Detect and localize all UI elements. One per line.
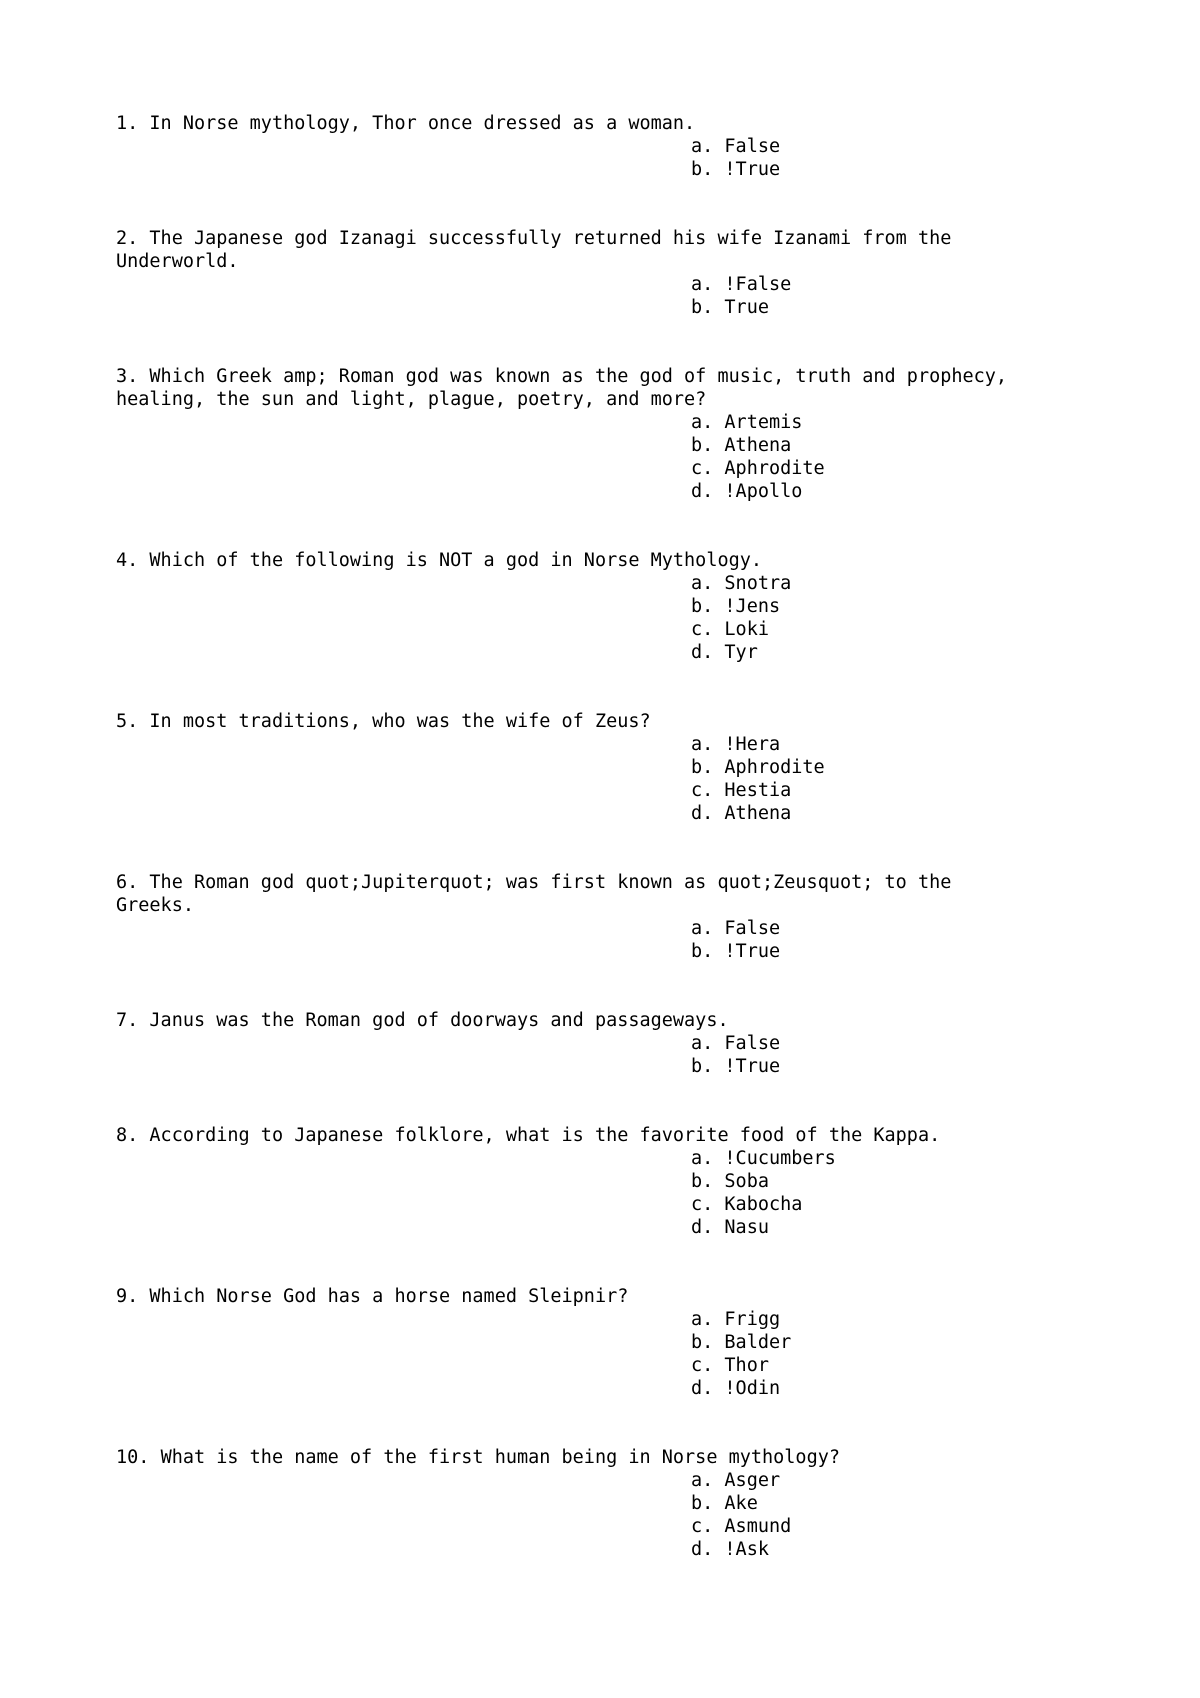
answer-options <box>691 917 1116 963</box>
question-block <box>116 1446 1116 1561</box>
answer-option <box>691 135 1116 158</box>
option-label: !Hera <box>724 734 781 755</box>
question-block <box>116 1009 1116 1078</box>
option-label: Soba <box>724 1171 769 1192</box>
answer-option <box>691 1032 1116 1055</box>
option-label: Asger <box>724 1470 781 1491</box>
question-number: 7. <box>116 1010 139 1031</box>
question-number: 8. <box>116 1125 139 1146</box>
option-label: Asmund <box>724 1516 792 1537</box>
option-label: Aphrodite <box>724 458 825 479</box>
question-text <box>116 549 1116 572</box>
option-letter: b. <box>691 1056 714 1077</box>
question-block <box>116 365 1116 503</box>
answer-option <box>691 411 1116 434</box>
answer-option <box>691 296 1116 319</box>
option-letter: a. <box>691 136 714 157</box>
answer-option <box>691 1469 1116 1492</box>
answer-options <box>691 1032 1116 1078</box>
answer-option <box>691 1377 1116 1400</box>
answer-option <box>691 1354 1116 1377</box>
question-body: Janus was the Roman god of doorways and passageways. <box>149 1010 729 1031</box>
answer-option <box>691 1515 1116 1538</box>
option-letter: a. <box>691 1148 714 1169</box>
option-letter: b. <box>691 1493 714 1514</box>
option-letter: b. <box>691 435 714 456</box>
answer-options <box>691 572 1116 664</box>
option-label: Snotra <box>724 573 792 594</box>
option-letter: c. <box>691 1194 714 1215</box>
option-label: Aphrodite <box>724 757 825 778</box>
question-number: 4. <box>116 550 139 571</box>
answer-option <box>691 917 1116 940</box>
answer-option <box>691 572 1116 595</box>
answer-option <box>691 641 1116 664</box>
question-text <box>116 710 1116 733</box>
answer-options <box>691 273 1116 319</box>
question-body: The Roman god quot;Jupiterquot; was first known as quot;Zeusquot; to the Greeks. <box>116 872 952 916</box>
option-letter: a. <box>691 1033 714 1054</box>
option-label: Hestia <box>724 780 792 801</box>
question-number: 1. <box>116 113 139 134</box>
option-label: !Ask <box>724 1539 769 1560</box>
option-letter: d. <box>691 481 714 502</box>
answer-options <box>691 1147 1116 1239</box>
option-label: Balder <box>724 1332 792 1353</box>
answer-option <box>691 434 1116 457</box>
question-number: 10. <box>116 1447 150 1468</box>
option-letter: c. <box>691 458 714 479</box>
option-letter: a. <box>691 412 714 433</box>
option-letter: a. <box>691 1309 714 1330</box>
question-body: In most traditions, who was the wife of Zeus? <box>149 711 651 732</box>
question-text <box>116 365 1116 411</box>
option-letter: c. <box>691 619 714 640</box>
option-label: Athena <box>724 435 792 456</box>
question-body: Which Norse God has a horse named Sleipnir? <box>149 1286 629 1307</box>
answer-option <box>691 158 1116 181</box>
question-block <box>116 710 1116 825</box>
option-letter: b. <box>691 1332 714 1353</box>
option-label: Kabocha <box>724 1194 803 1215</box>
option-label: Athena <box>724 803 792 824</box>
question-block <box>116 871 1116 963</box>
option-letter: a. <box>691 918 714 939</box>
question-text <box>116 1124 1116 1147</box>
answer-option <box>691 1170 1116 1193</box>
question-block <box>116 1285 1116 1400</box>
answer-option <box>691 756 1116 779</box>
answer-option <box>691 733 1116 756</box>
option-label: !True <box>724 1056 781 1077</box>
option-letter: a. <box>691 274 714 295</box>
option-letter: a. <box>691 734 714 755</box>
question-body: Which Greek amp; Roman god was known as the god of music, truth and prophecy, healing, the sun and light, plague, poetry, and more? <box>116 366 1008 410</box>
question-block <box>116 112 1116 181</box>
answer-option <box>691 457 1116 480</box>
option-letter: d. <box>691 1217 714 1238</box>
option-label: Nasu <box>724 1217 769 1238</box>
question-body: The Japanese god Izanagi successfully returned his wife Izanami from the Underworld. <box>116 228 952 272</box>
answer-option <box>691 779 1116 802</box>
option-letter: b. <box>691 941 714 962</box>
answer-options <box>691 1308 1116 1400</box>
question-text <box>116 1009 1116 1032</box>
option-label: !True <box>724 159 781 180</box>
answer-option <box>691 1193 1116 1216</box>
question-list <box>116 112 1116 1607</box>
option-letter: d. <box>691 1378 714 1399</box>
option-letter: d. <box>691 803 714 824</box>
answer-option <box>691 480 1116 503</box>
answer-option <box>691 1331 1116 1354</box>
option-label: False <box>724 1033 781 1054</box>
option-label: False <box>724 136 781 157</box>
option-letter: c. <box>691 1516 714 1537</box>
option-letter: d. <box>691 1539 714 1560</box>
option-label: !Cucumbers <box>724 1148 836 1169</box>
option-letter: a. <box>691 1470 714 1491</box>
option-label: Frigg <box>724 1309 781 1330</box>
answer-options <box>691 135 1116 181</box>
option-letter: c. <box>691 1355 714 1376</box>
option-label: Artemis <box>724 412 803 433</box>
answer-options <box>691 733 1116 825</box>
question-body: In Norse mythology, Thor once dressed as a woman. <box>149 113 696 134</box>
answer-options <box>691 1469 1116 1561</box>
answer-option <box>691 1538 1116 1561</box>
option-letter: b. <box>691 596 714 617</box>
question-body: What is the name of the first human being in Norse mythology? <box>160 1447 840 1468</box>
option-label: !Odin <box>724 1378 781 1399</box>
option-label: True <box>724 297 769 318</box>
answer-option <box>691 1147 1116 1170</box>
answer-options <box>691 411 1116 503</box>
question-number: 2. <box>116 228 139 249</box>
option-letter: b. <box>691 159 714 180</box>
question-text <box>116 227 1116 273</box>
option-label: !Apollo <box>724 481 803 502</box>
question-text <box>116 1285 1116 1308</box>
answer-option <box>691 1308 1116 1331</box>
option-letter: c. <box>691 780 714 801</box>
option-letter: b. <box>691 297 714 318</box>
option-letter: d. <box>691 642 714 663</box>
question-text <box>116 871 1116 917</box>
option-label: !True <box>724 941 781 962</box>
question-text <box>116 112 1116 135</box>
option-label: Ake <box>724 1493 758 1514</box>
question-number: 5. <box>116 711 139 732</box>
question-body: According to Japanese folklore, what is the favorite food of the Kappa. <box>149 1125 941 1146</box>
answer-option <box>691 618 1116 641</box>
option-label: Loki <box>724 619 769 640</box>
option-label: !Jens <box>724 596 781 617</box>
option-label: Tyr <box>724 642 758 663</box>
question-text <box>116 1446 1116 1469</box>
question-block <box>116 227 1116 319</box>
option-letter: b. <box>691 757 714 778</box>
answer-option <box>691 1055 1116 1078</box>
question-number: 9. <box>116 1286 139 1307</box>
answer-option <box>691 802 1116 825</box>
answer-option <box>691 595 1116 618</box>
answer-option <box>691 273 1116 296</box>
answer-option <box>691 1216 1116 1239</box>
question-block <box>116 549 1116 664</box>
question-block <box>116 1124 1116 1239</box>
option-label: !False <box>724 274 792 295</box>
question-body: Which of the following is NOT a god in Norse Mythology. <box>149 550 763 571</box>
option-label: Thor <box>724 1355 769 1376</box>
answer-option <box>691 940 1116 963</box>
option-letter: a. <box>691 573 714 594</box>
answer-option <box>691 1492 1116 1515</box>
option-label: False <box>724 918 781 939</box>
question-number: 6. <box>116 872 139 893</box>
option-letter: b. <box>691 1171 714 1192</box>
question-number: 3. <box>116 366 139 387</box>
